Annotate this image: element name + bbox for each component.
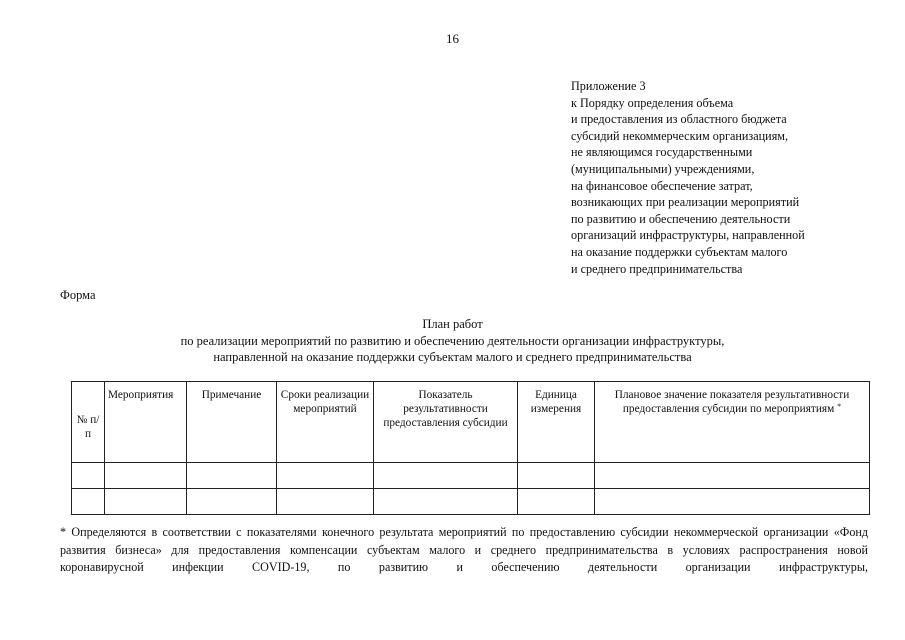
appendix-line: Приложение 3 (571, 79, 646, 93)
footnote-mark: * (837, 402, 842, 411)
table-cell (72, 489, 105, 515)
plan-heading (0, 316, 905, 366)
table-cell (105, 489, 187, 515)
plan-subtitle-line: направленной на оказание поддержки субъектам малого и среднего предпринимательства (213, 350, 692, 365)
table-cell (187, 463, 277, 489)
appendix-line: (муниципальными) учреждениями, (571, 161, 755, 176)
table-cell (595, 489, 870, 515)
planned-value-label: Плановое значение показателя результативности предоставления субсидии по мероприятиям (614, 389, 850, 415)
appendix-line: возникающих при реализации мероприятий (571, 195, 800, 210)
table-header-row (72, 382, 870, 463)
page-number: 16 (446, 31, 459, 46)
table-cell (277, 489, 374, 515)
appendix-line: и среднего предпринимательства (571, 261, 743, 276)
appendix-line: субсидий некоммерческим организациям, (571, 128, 789, 143)
work-plan-table (71, 381, 870, 515)
form-label: Форма (60, 288, 96, 302)
table-row (72, 463, 870, 489)
table-cell (518, 489, 595, 515)
table-cell (277, 463, 374, 489)
footnote: * Определяются в соответствии с показателями конечного результата мероприятий по предоставлению субсидии некоммерческой организации «Фонд развития бизнеса» для предоставления компенсации субъектам малого и среднего предпринимательства в условиях распространения новой коронавирусной инфекции COVID-19, по развитию и обеспечению деятельности организации инфраструктуры, (60, 525, 868, 575)
table-cell (595, 463, 870, 489)
appendix-line: по развитию и обеспечению деятельности (571, 211, 791, 226)
table-row (72, 489, 870, 515)
col-header-planned-value (595, 382, 870, 463)
table-cell (518, 463, 595, 489)
col-header-note: Примечание (187, 382, 277, 463)
col-header-unit: Единица измерения (518, 382, 595, 463)
appendix-line: на финансовое обеспечение затрат, (571, 178, 753, 193)
table-cell (374, 463, 518, 489)
table-cell (105, 463, 187, 489)
plan-subtitle-line: по реализации мероприятий по развитию и обеспечению деятельности организации инфраструктуры, (180, 333, 725, 348)
col-header-activities: Мероприятия (105, 382, 187, 463)
appendix-line: к Порядку определения объема (571, 95, 734, 110)
table-cell (187, 489, 277, 515)
col-header-number: № п/п (72, 382, 105, 463)
col-header-deadlines: Сроки реализации мероприятий (277, 382, 374, 463)
table-cell (374, 489, 518, 515)
col-header-indicator: Показатель результативности предоставления субсидии (374, 382, 518, 463)
appendix-line: организаций инфраструктуры, направленной (571, 228, 805, 243)
plan-title: План работ (422, 317, 483, 331)
table-cell (72, 463, 105, 489)
appendix-line: на оказание поддержки субъектам малого (571, 244, 788, 259)
appendix-line: не являющимся государственными (571, 145, 753, 160)
appendix-header (571, 78, 891, 277)
appendix-line: и предоставления из областного бюджета (571, 112, 787, 127)
